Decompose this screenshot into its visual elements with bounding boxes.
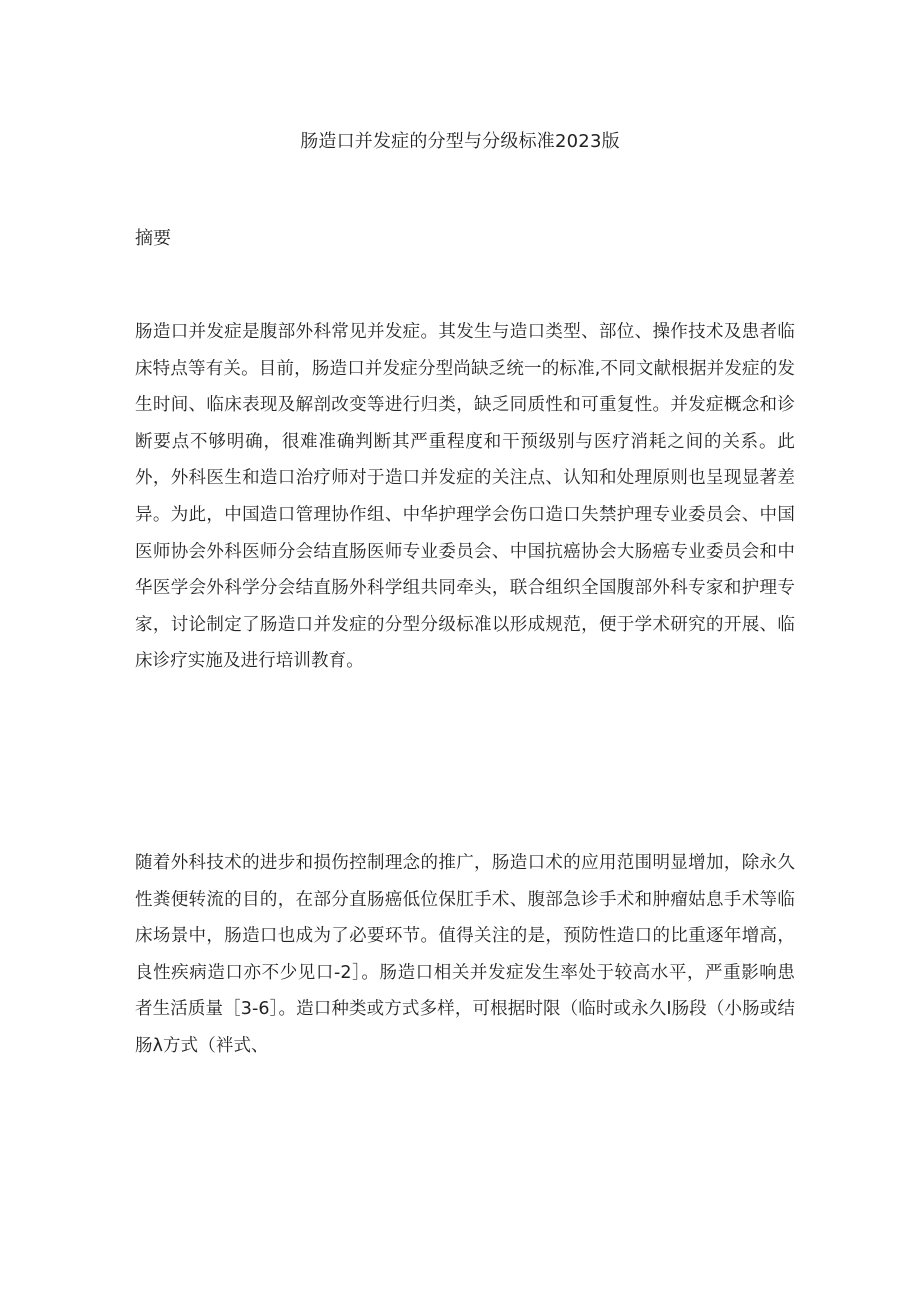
abstract-heading: 摘要 <box>135 228 171 249</box>
body-paragraph: 肠造口并发症是腹部外科常见并发症。其发生与造口类型、部位、操作技术及患者临床特点等有关。目前，肠造口并发症分型尚缺乏统一的标准,不同文献根据并发症的发生时间、临床表现及解剖改变等进行归类，缺乏同质性和可重复性。并发症概念和诊断要点不够明确，很难准确判断其严重程度和干预级别与医疗消耗之间的关系。此外，外科医生和造口治疗师对于造口并发症的关注点、认知和处理原则也呈现显著差异。为此，中国造口管理协作组、中华护理学会伤口造口失禁护理专业委员会、中国医师协会外科医师分会结直肠医师专业委员会、中国抗癌协会大肠癌专业委员会和中华医学会外科学分会结直肠外科学组共同牵头，联合组织全国腹部外科专家和护理专家，讨论制定了肠造口并发症的分型分级标准以形成规范，便于学术研究的开展、临床诊疗实施及进行培训教育。 <box>135 322 795 672</box>
document-title: 肠造口并发症的分型与分级标准2023版 <box>300 131 620 152</box>
body-paragraph: 随着外科技术的进步和损伤控制理念的推广，肠造口术的应用范围明显增加，除永久性粪便转流的目的，在部分直肠癌低位保肛手术、腹部急诊手术和肿瘤姑息手术等临床场景中，肠造口也成为了必要环节。值得关注的是，预防性造口的比重逐年增高，良性疾病造口亦不少见口-2］。肠造口相关并发症发生率处于较高水平，严重影响患者生活质量［3-6］。造口种类或方式多样，可根据时限（临时或永久I肠段（小肠或结肠λ方式（袢式、 <box>135 853 795 1056</box>
